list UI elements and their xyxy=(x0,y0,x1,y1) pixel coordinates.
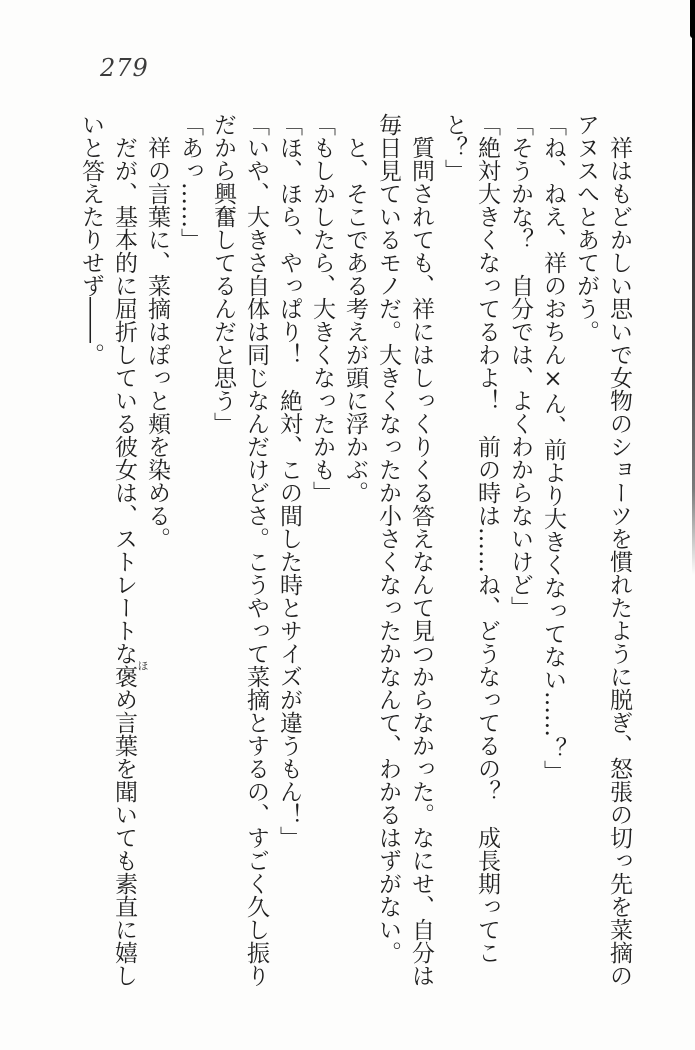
text-line: と、そこである考えが頭に浮かぶ。 xyxy=(342,113,368,504)
text-line: アヌスへとあてがう。 xyxy=(573,113,599,343)
furigana-ho: ほ xyxy=(136,660,149,671)
text-line: 祥はもどかしい思いで女物のショーツを慣れたように脱ぎ、怒張の切っ先を菜摘の xyxy=(606,113,632,987)
text-line: だから興奮してるんだと思う」 xyxy=(210,113,236,435)
text-line: 毎日見ているモノだ。大きくなったか小さくなったかなんて、わかるはずがない。 xyxy=(375,113,401,964)
text-line: 「そうかな？ 自分では、よくわからないけど」 xyxy=(507,113,533,619)
text-line: 祥の言葉に、菜摘はぽっと頬を染める。 xyxy=(144,113,170,550)
text-line: 「いや、大きさ自体は同じなんだけどさ。こうやって菜摘とするの、すごく久し振り xyxy=(243,113,269,987)
text-line: 「絶対大きくなってるわよ！ 前の時は……ね、どうなってるの？ 成長期ってこ xyxy=(474,113,500,964)
text-line: 「もしかしたら、大きくなったかも」 xyxy=(309,113,335,504)
text-line: 「ね、ねえ、祥のおちん×ん、前より大きくなってない……？」 xyxy=(540,113,566,783)
text-line: 質問されても、祥にはしっくりくる答えなんて見つからなかった。なにせ、自分は xyxy=(408,113,434,987)
text-line: いと答えたりせず――。 xyxy=(78,113,104,366)
vertical-text-block xyxy=(74,113,635,999)
text-line: 「あっ……」 xyxy=(177,113,203,251)
text-line: だが、基本的に屈折している彼女は、ストレートな褒め言葉を聞いても素直に嬉し xyxy=(111,113,137,987)
page-edge-scan-shadow-top xyxy=(690,0,695,38)
text-line: 「ほ、ほら、やっぱり！ 絶対、この間した時とサイズが違うもん！」 xyxy=(276,113,302,849)
page-number: 279 xyxy=(100,54,149,82)
text-line: と？」 xyxy=(441,113,467,182)
